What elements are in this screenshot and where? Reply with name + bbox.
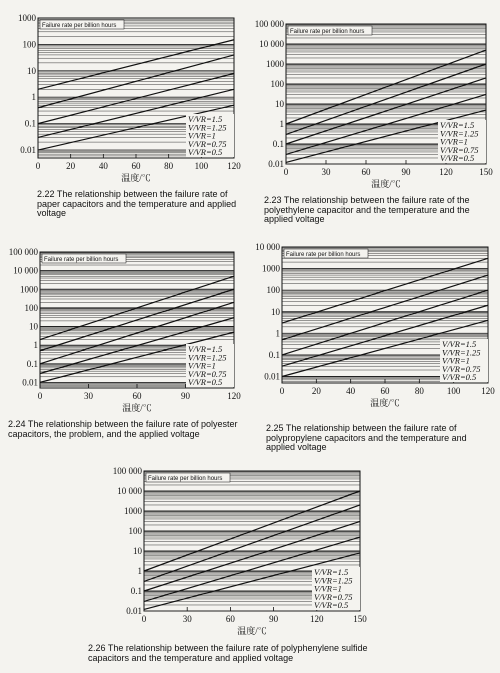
chart-panel-2-24: [0, 246, 250, 411]
legend-entry: V/VR=0.5: [188, 147, 223, 157]
y-tick-label: 0.01: [268, 159, 284, 169]
x-tick-label: 120: [439, 167, 453, 177]
y-tick-label: 0.1: [268, 349, 280, 360]
y-tick-label: 10 000: [13, 265, 38, 276]
y-tick-label: 100 000: [8, 247, 38, 257]
legend-entry: V/VR=1.5: [188, 114, 223, 125]
x-tick-label: 60: [361, 167, 371, 177]
legend-entry: V/VR=0.75: [314, 591, 353, 602]
x-tick-label: 30: [321, 167, 331, 177]
legend-entry: V/VR=1.25: [314, 575, 353, 586]
chart-2-24: [0, 246, 250, 411]
x-tick-label: 40: [346, 386, 356, 396]
figure-caption-2-23: 2.23 The relationship between the failure rate of the polyethylene capacitor and the temperature and the applied voltage: [264, 195, 470, 224]
x-tick-label: 20: [311, 386, 321, 396]
y-tick-label: 100: [266, 285, 280, 296]
legend-entry: V/VR=1.25: [188, 122, 227, 133]
y-tick-label: 10 000: [255, 242, 280, 252]
legend-entry: V/VR=1.5: [442, 339, 477, 350]
y-tick-label: 0.1: [26, 358, 38, 369]
x-tick-label: 20: [66, 161, 76, 171]
y-tick-label: 10 000: [117, 486, 142, 496]
x-axis-label: 温度/℃: [121, 173, 151, 183]
legend-entry: V/VR=1: [188, 360, 216, 371]
y-tick-label: 10: [27, 65, 36, 76]
y-tick-label: 100: [270, 79, 284, 89]
legend-entry: V/VR=1: [442, 355, 470, 366]
y-tick-label: 1: [275, 328, 280, 339]
chart-panel-2-26: [100, 465, 380, 640]
y-tick-label: 1000: [18, 13, 36, 23]
x-tick-label: 120: [227, 391, 241, 401]
x-axis-label: 温度/℃: [370, 398, 400, 408]
x-tick-label: 100: [446, 386, 461, 396]
legend-entry: V/VR=0.5: [314, 600, 349, 610]
x-tick-label: 90: [181, 391, 190, 401]
x-tick-label: 120: [310, 614, 324, 624]
y-tick-label: 1: [279, 119, 284, 129]
x-tick-label: 120: [227, 161, 241, 171]
x-tick-label: 60: [380, 386, 390, 396]
legend-entry: V/VR=1.5: [314, 567, 349, 578]
chart-title: Failure rate per billion hours: [290, 29, 365, 35]
x-tick-label: 80: [164, 161, 174, 171]
x-tick-label: 0: [141, 614, 147, 624]
chart-title: Failure rate per billion hours: [44, 257, 119, 263]
y-tick-label: 10 000: [259, 39, 284, 49]
y-tick-label: 1: [33, 340, 38, 351]
legend-entry: V/VR=0.75: [188, 138, 227, 149]
x-axis-label: 温度/℃: [122, 403, 152, 413]
legend-entry: V/VR=0.5: [440, 153, 475, 163]
chart-panel-2-23: [250, 18, 500, 188]
legend-entry: V/VR=1.5: [188, 344, 223, 355]
x-tick-label: 40: [98, 161, 108, 171]
figure-caption-2-22: 2.22 The relationship between the failure rate of paper capacitors and the temperature and applied voltage: [37, 189, 237, 218]
x-tick-label: 30: [84, 391, 93, 401]
legend-entry: V/VR=1.25: [188, 352, 227, 363]
legend-entry: V/VR=0.75: [442, 363, 481, 374]
y-tick-label: 0.1: [272, 139, 284, 149]
x-tick-label: 100: [194, 161, 209, 171]
y-tick-label: 10: [133, 546, 142, 556]
y-tick-label: 100: [22, 39, 36, 50]
x-axis-label: 温度/℃: [371, 179, 401, 189]
legend-entry: V/VR=0.5: [188, 377, 223, 387]
chart-panel-2-25: [250, 241, 500, 406]
y-tick-label: 10: [271, 306, 280, 317]
legend-entry: V/VR=1: [188, 130, 216, 141]
y-tick-label: 0.01: [126, 606, 142, 616]
figure-caption-2-24: 2.24 The relationship between the failure rate of polyester capacitors, the problem, and the applied voltage: [8, 419, 238, 439]
chart-panel-2-22: [0, 12, 250, 182]
y-tick-label: 1: [137, 566, 142, 576]
legend-entry: V/VR=0.5: [442, 372, 477, 382]
figure-caption-2-26: 2.26 The relationship between the failure rate of polyphenylene sulfide capacitors and the temperature and applied voltage: [88, 643, 368, 663]
legend-entry: V/VR=0.75: [188, 368, 227, 379]
legend-entry: V/VR=1.25: [442, 347, 481, 358]
legend-entry: V/VR=1: [440, 136, 468, 147]
y-tick-label: 10: [275, 99, 284, 109]
y-tick-label: 1000: [20, 284, 38, 295]
y-tick-label: 10: [29, 321, 38, 332]
y-tick-label: 100: [24, 302, 38, 313]
x-tick-label: 90: [401, 167, 411, 177]
y-tick-label: 0.01: [22, 377, 38, 388]
x-tick-label: 60: [225, 614, 235, 624]
y-tick-label: 100: [128, 526, 142, 536]
x-tick-label: 80: [414, 386, 424, 396]
y-tick-label: 0.1: [24, 118, 36, 129]
x-tick-label: 60: [132, 391, 142, 401]
x-tick-label: 90: [269, 614, 279, 624]
y-tick-label: 1000: [266, 59, 284, 69]
x-tick-label: 150: [479, 167, 493, 177]
legend-entry: V/VR=0.75: [440, 144, 479, 155]
chart-2-25: [250, 241, 500, 406]
y-tick-label: 0.1: [130, 586, 142, 596]
x-tick-label: 30: [182, 614, 192, 624]
legend-entry: V/VR=1: [314, 583, 342, 594]
x-tick-label: 150: [353, 614, 367, 624]
y-tick-label: 0.01: [264, 371, 280, 382]
legend-entry: V/VR=1.5: [440, 120, 475, 131]
y-tick-label: 1: [31, 92, 36, 103]
x-tick-label: 120: [481, 386, 495, 396]
y-tick-label: 100 000: [112, 466, 142, 476]
x-axis-label: 温度/℃: [237, 626, 267, 636]
chart-title: Failure rate per billion hours: [42, 23, 117, 29]
series-line: [282, 258, 488, 323]
figure-caption-2-25: 2.25 The relationship between the failure rate of polypropylene capacitors and the temperature and applied voltage: [266, 423, 467, 452]
y-tick-label: 1000: [262, 263, 280, 274]
series-line: [282, 275, 488, 340]
chart-title: Failure rate per billion hours: [286, 252, 361, 258]
series-line: [40, 289, 234, 350]
y-tick-label: 1000: [124, 506, 142, 516]
chart-title: Failure rate per billion hours: [148, 476, 223, 482]
x-tick-label: 0: [283, 167, 289, 177]
chart-2-23: [250, 18, 500, 188]
legend-entry: V/VR=1.25: [440, 128, 479, 139]
x-tick-label: 0: [279, 386, 285, 396]
x-tick-label: 60: [131, 161, 141, 171]
x-tick-label: 0: [35, 161, 41, 171]
y-tick-label: 0.01: [20, 145, 36, 156]
chart-2-26: [100, 465, 380, 640]
y-tick-label: 100 000: [254, 19, 284, 29]
chart-2-22: [0, 12, 250, 182]
x-tick-label: 0: [37, 391, 43, 401]
